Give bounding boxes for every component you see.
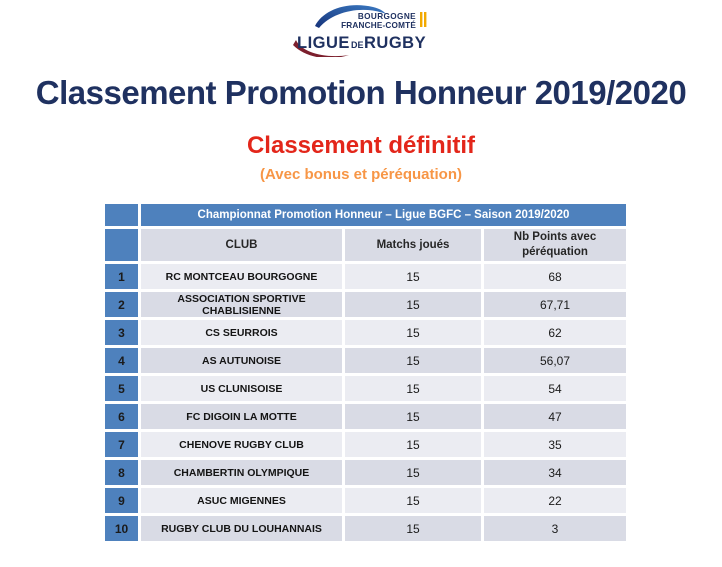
logo-org-de: DE <box>351 40 364 50</box>
rank-header-spacer <box>105 204 138 226</box>
yellow-mark-icon <box>424 12 426 27</box>
table-row <box>105 516 626 541</box>
points-cell: 3 <box>484 516 626 541</box>
column-header-club: CLUB <box>141 229 342 261</box>
rank-cell: 7 <box>105 432 138 457</box>
rank-cell: 9 <box>105 488 138 513</box>
table-row <box>105 404 626 429</box>
club-cell: CHENOVE RUGBY CLUB <box>141 432 342 457</box>
table-row <box>105 432 626 457</box>
table-row <box>105 488 626 513</box>
subtitle: Classement définitif <box>246 132 476 159</box>
table-row <box>105 460 626 485</box>
points-cell: 22 <box>484 488 626 513</box>
table-row <box>105 348 626 373</box>
club-cell: CS SEURROIS <box>141 320 342 345</box>
logo-region-line2: FRANCHE-COMTÉ <box>341 21 416 30</box>
rank-cell: 5 <box>105 376 138 401</box>
club-cell: AS AUTUNOISE <box>141 348 342 373</box>
matchs-cell: 15 <box>345 264 481 289</box>
points-cell: 54 <box>484 376 626 401</box>
league-logo <box>283 3 439 62</box>
matchs-cell: 15 <box>345 292 481 317</box>
matchs-cell: 15 <box>345 320 481 345</box>
rank-cell: 4 <box>105 348 138 373</box>
matchs-cell: 15 <box>345 348 481 373</box>
matchs-cell: 15 <box>345 376 481 401</box>
table-row <box>105 292 626 317</box>
table-row <box>105 264 626 289</box>
points-cell: 35 <box>484 432 626 457</box>
points-cell: 62 <box>484 320 626 345</box>
table-caption: Championnat Promotion Honneur – Ligue BGFC – Saison 2019/2020 <box>141 204 626 226</box>
rank-cell: 6 <box>105 404 138 429</box>
matchs-cell: 15 <box>345 516 481 541</box>
points-cell: 34 <box>484 460 626 485</box>
points-cell: 67,71 <box>484 292 626 317</box>
club-cell: ASUC MIGENNES <box>141 488 342 513</box>
club-cell: FC DIGOIN LA MOTTE <box>141 404 342 429</box>
club-cell: RC MONTCEAU BOURGOGNE <box>141 264 342 289</box>
yellow-mark-icon <box>420 12 422 27</box>
table-row <box>105 320 626 345</box>
table-caption-row <box>105 204 626 226</box>
logo-region-line1: BOURGOGNE <box>357 12 416 21</box>
rugby-ball-logo-graphic <box>283 3 439 57</box>
page-title: Classement Promotion Honneur 2019/2020 <box>35 74 687 111</box>
club-cell: US CLUNISOISE <box>141 376 342 401</box>
logo-org-ligue: LIGUE <box>297 34 350 52</box>
rank-cell: 8 <box>105 460 138 485</box>
rank-header-spacer <box>105 229 138 261</box>
subtitle-note: (Avec bonus et péréquation) <box>260 166 462 183</box>
logo-org-rugby: RUGBY <box>364 34 427 52</box>
points-cell: 47 <box>484 404 626 429</box>
points-cell: 56,07 <box>484 348 626 373</box>
matchs-cell: 15 <box>345 460 481 485</box>
table-row <box>105 376 626 401</box>
club-cell: RUGBY CLUB DU LOUHANNAIS <box>141 516 342 541</box>
standings-body <box>105 264 626 541</box>
club-cell: ASSOCIATION SPORTIVE CHABLISIENNE <box>141 292 342 317</box>
rank-cell: 1 <box>105 264 138 289</box>
rank-cell: 3 <box>105 320 138 345</box>
rank-cell: 2 <box>105 292 138 317</box>
club-cell: CHAMBERTIN OLYMPIQUE <box>141 460 342 485</box>
matchs-cell: 15 <box>345 432 481 457</box>
column-header-matchs: Matchs joués <box>345 229 481 261</box>
matchs-cell: 15 <box>345 404 481 429</box>
standings-table <box>102 201 629 544</box>
matchs-cell: 15 <box>345 488 481 513</box>
rank-cell: 10 <box>105 516 138 541</box>
points-cell: 68 <box>484 264 626 289</box>
column-header-points: Nb Points avec péréquation <box>484 229 626 261</box>
column-header-row <box>105 229 626 261</box>
